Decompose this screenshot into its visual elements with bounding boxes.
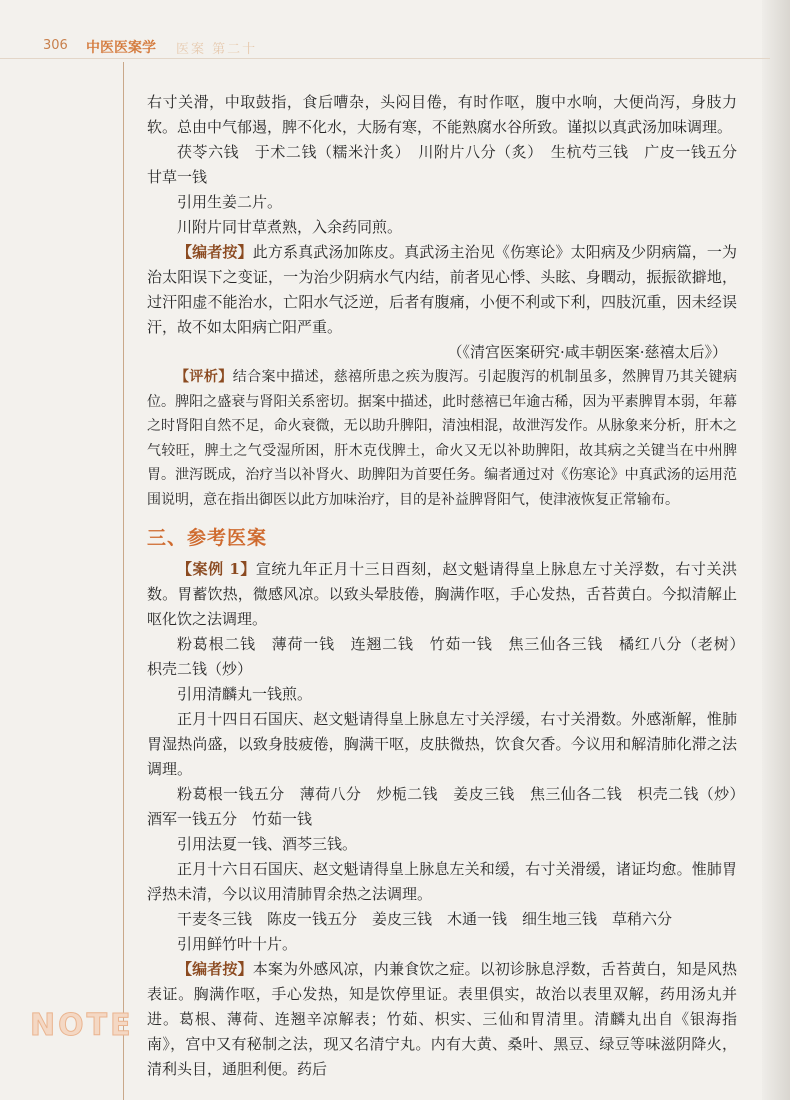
editor-note-2-label: 【编者按】 xyxy=(177,960,253,978)
margin-rule xyxy=(123,62,124,1100)
book-title: 中医医案学 xyxy=(86,40,156,56)
case-text: 宣统九年正月十三日酉刻，赵文魁请得皇上脉息左寸关浮数，右寸关洪数。胃蓄饮热，微感风凉。以致头晕肢倦，胸满作呕，手心发热，舌苔黄白。今拟清解止呕化饮之法调理。 xyxy=(147,560,737,628)
paragraph-day-16: 正月十六日石国庆、赵文魁请得皇上脉息左关和缓，右寸关滑缓，诸证均愈。惟肺胃浮热未清，今以议用清肺胃余热之法调理。 xyxy=(147,860,737,903)
case-1-paragraph xyxy=(147,557,737,632)
prescription-2: 粉葛根二钱 薄荷一钱 连翘二钱 竹茹一钱 焦三仙各三钱 橘红八分（老树） 枳壳二钱（炒） xyxy=(147,635,753,678)
guide-herb-1: 引用生姜二片。 xyxy=(177,193,283,211)
source-citation: （《清宫医案研究·咸丰朝医案·慈禧太后》） xyxy=(447,343,727,361)
note-logo: NOTE xyxy=(30,1008,134,1043)
prescription-3: 粉葛根一钱五分 薄荷八分 炒栀二钱 姜皮三钱 焦三仙各二钱 枳壳二钱（炒） 酒军一钱五分 竹茹一钱 xyxy=(147,785,753,828)
editor-note-text: 此方系真武汤加陈皮。真武汤主治见《伤寒论》太阳病及少阴病篇，一为治太阳误下之变证，一为治少阴病水气内结，前者见心悸、头眩、身瞤动，振振欲擗地，过汗阳虚不能治水，亡阳水气泛逆，后者有腹痛，小便不利或下利，四肢沉重，因未经误汗，故不如太阳病亡阳严重。 xyxy=(147,243,737,336)
prescription-1: 茯苓六钱 于术二钱（糯米汁炙） 川附片八分（炙） 生杭芍三钱 广皮一钱五分 甘草一钱 xyxy=(147,143,753,186)
guide-herb-3: 引用法夏一钱、酒芩三钱。 xyxy=(177,835,358,853)
editor-note-2 xyxy=(147,957,737,1082)
guide-herb-4: 引用鲜竹叶十片。 xyxy=(177,935,298,953)
guide-herb-2: 引用清麟丸一钱煎。 xyxy=(177,685,313,703)
editor-note-1 xyxy=(147,240,737,340)
page-edge-shadow xyxy=(762,0,790,1100)
preparation-note: 川附片同甘草煮熟，入余药同煎。 xyxy=(177,218,403,236)
main-content xyxy=(147,90,753,1082)
paragraph-day-14: 正月十四日石国庆、赵文魁请得皇上脉息左寸关浮缓，右寸关滑数。外感渐解，惟肺胃湿热尚盛，以致身肢疲倦，胸满干呕，皮肤微热，饮食欠香。今议用和解清肺化滞之法调理。 xyxy=(147,710,737,778)
paragraph-diagnosis: 右寸关滑，中取鼓指，食后嘈杂，头闷目倦，有时作呕，腹中水响，大便尚泻，身肢力软。总由中气郁遏，脾不化水，大肠有寒，不能熟腐水谷所致。谨拟以真武汤加味调理。 xyxy=(147,93,737,136)
chapter-title-faded: 医案 第二十 xyxy=(176,42,258,57)
editor-note-2-text: 本案为外感风凉，内兼食饮之症。以初诊脉息浮数，舌苔黄白，知是风热表证。胸满作呕，手心发热，知是饮停里证。表里俱实，故治以表里双解，药用汤丸并进。葛根、薄荷、连翘辛凉解表；竹茹、枳实、三仙和胃清里。清麟丸出自《银海指南》，宫中又有秘制之法，现又名清宁丸。内有大黄、桑叶、黑豆、绿豆等味滋阴降火，清利头目，通胆利便。药后 xyxy=(147,960,737,1078)
editor-note-label: 【编者按】 xyxy=(177,243,253,261)
analysis-label: 【评析】 xyxy=(175,369,233,385)
analysis-paragraph xyxy=(147,365,737,512)
header-rule xyxy=(0,58,770,59)
page-number: 306 xyxy=(43,38,68,53)
analysis-text: 结合案中描述，慈禧所患之疾为腹泻。引起腹泻的机制虽多，然脾胃乃其关键病位。脾阳之盛衰与肾阳关系密切。据案中描述，此时慈禧已年逾古稀，因为平素脾胃本弱，年幕之时肾阳自然不足，命火衰微，无以助升脾阳，清浊相混，故泄泻发作。从脉象来分析，肝木之气较旺，脾土之气受湿所困，肝木克伐脾土，命火又无以补助脾阳，故其病之关键当在中州脾胃。泄泻既成，治疗当以补肾火、助脾阳为首要任务。编者通过对《伤寒论》中真武汤的运用范围说明，意在指出御医以此方加味治疗，目的是补益脾肾阳气，使津液恢复正常输布。 xyxy=(147,369,738,508)
section-heading: 三、参考医案 xyxy=(147,527,268,549)
page-header xyxy=(0,0,790,62)
prescription-4: 干麦冬三钱 陈皮一钱五分 姜皮三钱 木通一钱 细生地三钱 草稍六分 xyxy=(177,910,673,928)
case-label: 【案例 1】 xyxy=(177,560,256,578)
